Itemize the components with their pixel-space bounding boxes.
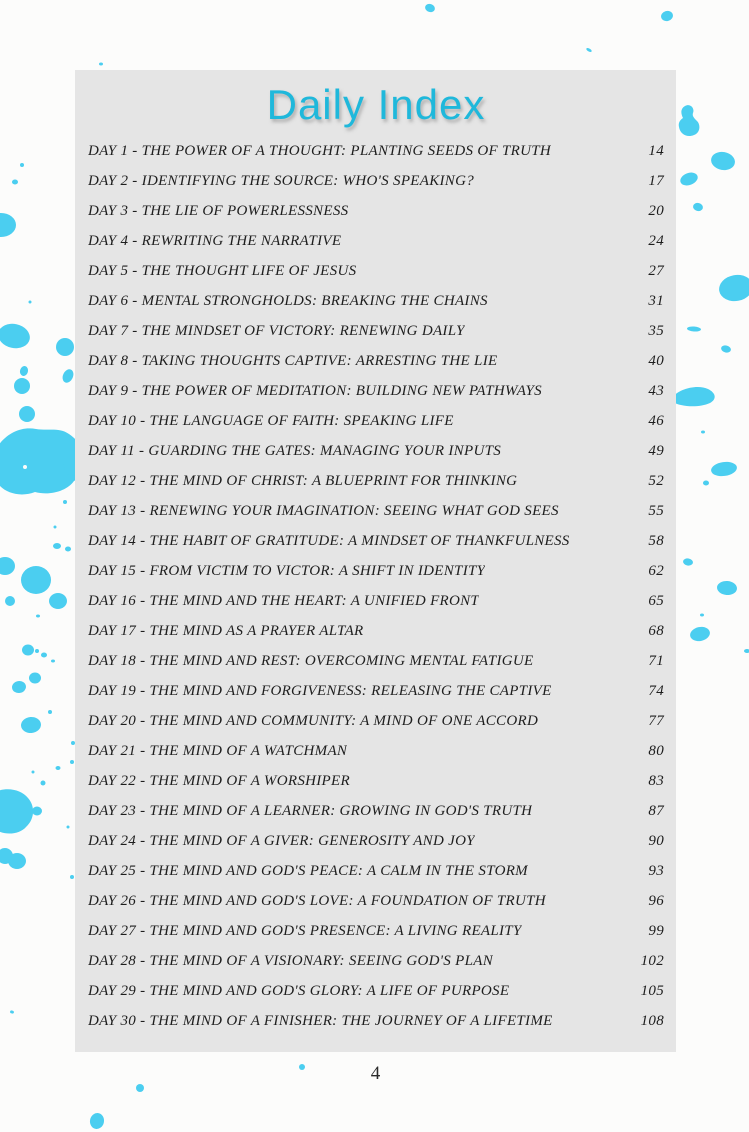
index-entry-label: DAY 24 - THE MIND OF A GIVER: GENEROSITY AND JOY [88,832,475,849]
index-entry [88,916,664,946]
index-entry [88,346,664,376]
index-entry-label: DAY 15 - FROM VICTIM TO VICTOR: A SHIFT IN IDENTITY [88,562,486,579]
index-entry-page: 35 [648,322,664,339]
index-entry-page: 24 [648,232,664,249]
index-entry-label: DAY 20 - THE MIND AND COMMUNITY: A MIND OF ONE ACCORD [88,712,539,729]
index-entry [88,1006,664,1036]
index-entry [88,886,664,916]
index-entry-label: DAY 2 - IDENTIFYING THE SOURCE: WHO'S SPEAKING? [88,172,475,189]
index-entry-page: 74 [648,682,664,699]
index-entry-page: 87 [648,802,664,819]
index-entry-page: 83 [648,772,664,789]
index-entry [88,256,664,286]
index-entry [88,646,664,676]
index-entry-label: DAY 12 - THE MIND OF CHRIST: A BLUEPRINT FOR THINKING [88,472,518,489]
index-entry [88,736,664,766]
index-entry-label: DAY 13 - RENEWING YOUR IMAGINATION: SEEING WHAT GOD SEES [88,502,559,519]
index-entry-label: DAY 30 - THE MIND OF A FINISHER: THE JOURNEY OF A LIFETIME [88,1012,553,1029]
index-entry [88,976,664,1006]
index-entry-label: DAY 28 - THE MIND OF A VISIONARY: SEEING GOD'S PLAN [88,952,494,969]
index-entry [88,226,664,256]
page-number: 4 [370,1063,381,1084]
index-entry [88,766,664,796]
index-entry-page: 40 [648,352,664,369]
index-entry-label: DAY 4 - REWRITING THE NARRATIVE [88,232,342,249]
index-entry [88,856,664,886]
index-panel [75,70,676,1052]
index-entry-page: 58 [648,532,664,549]
index-entry-page: 31 [648,292,664,309]
index-entry [88,406,664,436]
index-entry-label: DAY 21 - THE MIND OF A WATCHMAN [88,742,348,759]
index-entry [88,136,664,166]
index-entry-page: 105 [640,982,664,999]
index-entry [88,316,664,346]
index-list [88,136,664,1036]
index-entry-label: DAY 22 - THE MIND OF A WORSHIPER [88,772,350,789]
index-entry-label: DAY 6 - MENTAL STRONGHOLDS: BREAKING THE CHAINS [88,292,488,309]
index-entry-label: DAY 23 - THE MIND OF A LEARNER: GROWING IN GOD'S TRUTH [88,802,533,819]
index-entry-page: 20 [648,202,664,219]
index-entry [88,286,664,316]
index-entry-page: 46 [648,412,664,429]
index-entry-page: 49 [648,442,664,459]
index-entry-label: DAY 8 - TAKING THOUGHTS CAPTIVE: ARRESTING THE LIE [88,352,498,369]
index-entry-page: 27 [648,262,664,279]
index-entry-page: 77 [648,712,664,729]
index-entry-page: 52 [648,472,664,489]
index-entry-page: 43 [648,382,664,399]
index-entry-label: DAY 11 - GUARDING THE GATES: MANAGING YOUR INPUTS [88,442,502,459]
index-entry-label: DAY 1 - THE POWER OF A THOUGHT: PLANTING SEEDS OF TRUTH [88,142,552,159]
index-entry-page: 55 [648,502,664,519]
index-entry-page: 68 [648,622,664,639]
index-entry-page: 93 [648,862,664,879]
index-entry-page: 99 [648,922,664,939]
index-entry-label: DAY 16 - THE MIND AND THE HEART: A UNIFIED FRONT [88,592,480,609]
index-entry-page: 96 [648,892,664,909]
index-entry [88,496,664,526]
index-entry-page: 71 [648,652,664,669]
index-entry-label: DAY 9 - THE POWER OF MEDITATION: BUILDING NEW PATHWAYS [88,382,542,399]
index-entry-label: DAY 17 - THE MIND AS A PRAYER ALTAR [88,622,364,639]
index-entry [88,196,664,226]
index-entry-page: 14 [648,142,664,159]
index-entry-label: DAY 27 - THE MIND AND GOD'S PRESENCE: A LIVING REALITY [88,922,522,939]
index-entry-page: 90 [648,832,664,849]
index-entry [88,946,664,976]
index-entry [88,676,664,706]
index-entry [88,616,664,646]
index-entry [88,556,664,586]
index-entry-label: DAY 5 - THE THOUGHT LIFE OF JESUS [88,262,357,279]
index-entry-label: DAY 19 - THE MIND AND FORGIVENESS: RELEASING THE CAPTIVE [88,682,552,699]
index-entry-label: DAY 18 - THE MIND AND REST: OVERCOMING MENTAL FATIGUE [88,652,534,669]
index-entry-label: DAY 7 - THE MINDSET OF VICTORY: RENEWING DAILY [88,322,465,339]
index-entry-page: 65 [648,592,664,609]
index-entry-label: DAY 3 - THE LIE OF POWERLESSNESS [88,202,349,219]
page-title: Daily Index [266,81,486,128]
index-entry [88,436,664,466]
index-entry [88,706,664,736]
index-entry-page: 102 [640,952,664,969]
index-entry-page: 80 [648,742,664,759]
index-entry-label: DAY 29 - THE MIND AND GOD'S GLORY: A LIFE OF PURPOSE [88,982,510,999]
index-entry-page: 62 [648,562,664,579]
index-entry-label: DAY 10 - THE LANGUAGE OF FAITH: SPEAKING LIFE [88,412,454,429]
index-entry [88,466,664,496]
index-entry [88,796,664,826]
index-entry-page: 17 [648,172,664,189]
index-entry-label: DAY 14 - THE HABIT OF GRATITUDE: A MINDSET OF THANKFULNESS [88,532,570,549]
index-entry [88,166,664,196]
index-entry-page: 108 [640,1012,664,1029]
index-entry-label: DAY 25 - THE MIND AND GOD'S PEACE: A CALM IN THE STORM [88,862,528,879]
index-entry-label: DAY 26 - THE MIND AND GOD'S LOVE: A FOUNDATION OF TRUTH [88,892,546,909]
index-entry [88,376,664,406]
index-entry [88,526,664,556]
index-entry [88,826,664,856]
index-entry [88,586,664,616]
